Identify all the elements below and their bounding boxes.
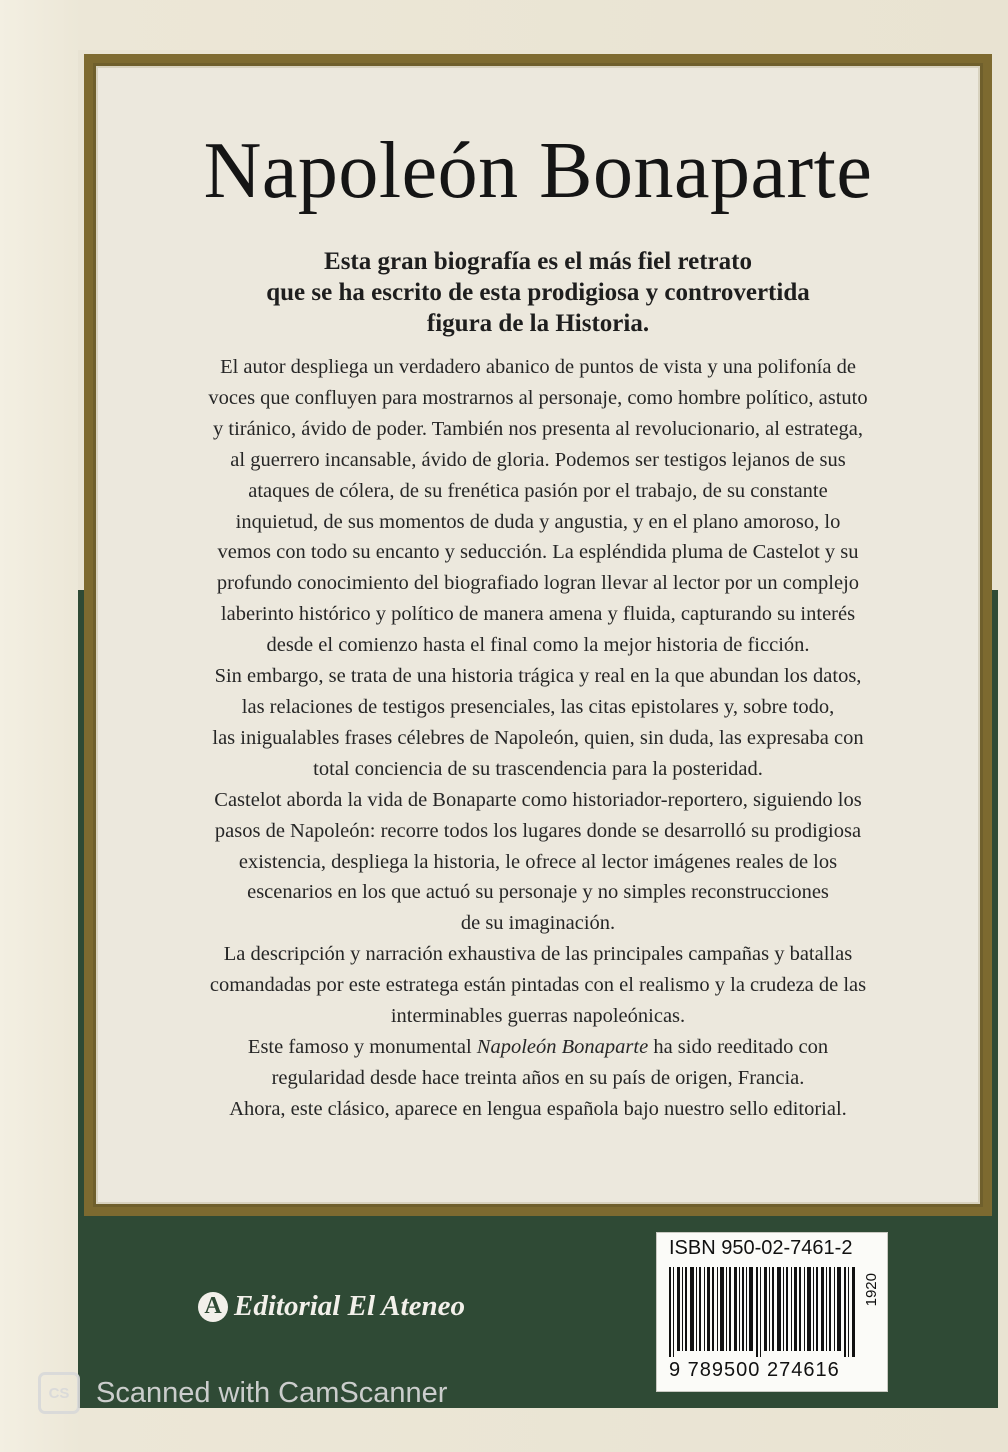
body-line: desde el comienzo hasta el final como la mejor historia de ficción.	[266, 634, 810, 657]
barcode-number: 9 789500 274616	[669, 1359, 840, 1381]
body-line: ataques de cólera, de su frenética pasión por el trabajo, de su constante	[248, 479, 828, 502]
body-line: El autor despliega un verdadero abanico de puntos de vista y una polifonía de	[220, 356, 856, 378]
body-line: las inigualables frases célebres de Napoleón, quien, sin duda, las expresaba con	[212, 726, 864, 749]
closing-line: regularidad desde hace treinta años en su país de origen, Francia.	[271, 1066, 805, 1089]
barcode-box	[656, 1232, 888, 1392]
closing-line: Ahora, este clásico, aparece en lengua española bajo nuestro sello editorial.	[229, 1097, 847, 1120]
body-line: laberinto histórico y político de manera amena y fluida, capturando su interés	[220, 603, 856, 626]
body-line: comandadas por este estratega están pintadas con el realismo y la crudeza de las	[209, 974, 867, 997]
publisher-logo	[198, 1290, 465, 1323]
barcode-addon: 1920	[863, 1273, 880, 1307]
lead-line: figura de la Historia.	[426, 310, 650, 337]
isbn-label: ISBN 950-02-7461-2	[669, 1237, 853, 1259]
body-line: y tiránico, ávido de poder. También nos presenta al revolucionario, al estratega,	[213, 417, 863, 440]
famous-line-title: Napoleón Bonaparte	[476, 1035, 649, 1058]
body-line: Castelot aborda la vida de Bonaparte como historiador-reportero, siguiendo los	[214, 788, 862, 811]
famous-line	[248, 1036, 828, 1058]
camscanner-icon: CS	[38, 1372, 80, 1414]
body-line: total conciencia de su trascendencia para la posteridad.	[313, 757, 763, 780]
famous-line-post: ha sido reeditado con	[648, 1035, 829, 1058]
body-line: escenarios en los que actuó su personaje y no simples reconstrucciones	[247, 881, 829, 904]
body-line: profundo conocimiento del biografiado logran llevar al lector por un complejo	[216, 572, 860, 595]
lead-line: que se ha escrito de esta prodigiosa y controvertida	[266, 279, 810, 306]
synopsis-text	[118, 352, 958, 1125]
body-line: vemos con todo su encanto y seducción. La espléndida pluma de Castelot y su	[217, 541, 859, 564]
body-line: de su imaginación.	[460, 912, 616, 935]
body-line: existencia, despliega la historia, le ofrece al lector imágenes reales de los	[238, 850, 838, 873]
book-title: Napoleón Bonaparte	[203, 127, 873, 215]
body-line: las relaciones de testigos presenciales, las citas epistolares y, sobre todo,	[241, 695, 835, 718]
camscanner-watermark	[38, 1372, 447, 1414]
lead-paragraph	[126, 246, 950, 339]
body-line: al guerrero incansable, ávido de gloria. Podemos ser testigos lejanos de sus	[230, 448, 846, 471]
body-line: inquietud, de sus momentos de duda y angustia, y en el plano amoroso, lo	[235, 510, 841, 533]
body-line: Sin embargo, se trata de una historia trágica y real en la que abundan los datos,	[214, 665, 862, 688]
body-line: interminables guerras napoleónicas.	[390, 1005, 686, 1028]
publisher-name: Editorial El Ateneo	[234, 1290, 465, 1322]
lead-line: Esta gran biografía es el más fiel retrato	[324, 248, 752, 275]
body-line: pasos de Napoleón: recorre todos los lugares donde se desarrolló su prodigiosa	[214, 819, 862, 842]
watermark-text: Scanned with CamScanner	[96, 1376, 448, 1409]
body-line: La descripción y narración exhaustiva de las principales campañas y batallas	[223, 943, 853, 966]
body-line: voces que confluyen para mostrarnos al personaje, como hombre político, astuto	[208, 386, 868, 409]
famous-line-pre: Este famoso y monumental	[247, 1035, 477, 1058]
text-panel	[96, 66, 980, 1204]
publisher-mark-icon: A	[198, 1292, 228, 1322]
barcode-icon	[669, 1267, 859, 1357]
